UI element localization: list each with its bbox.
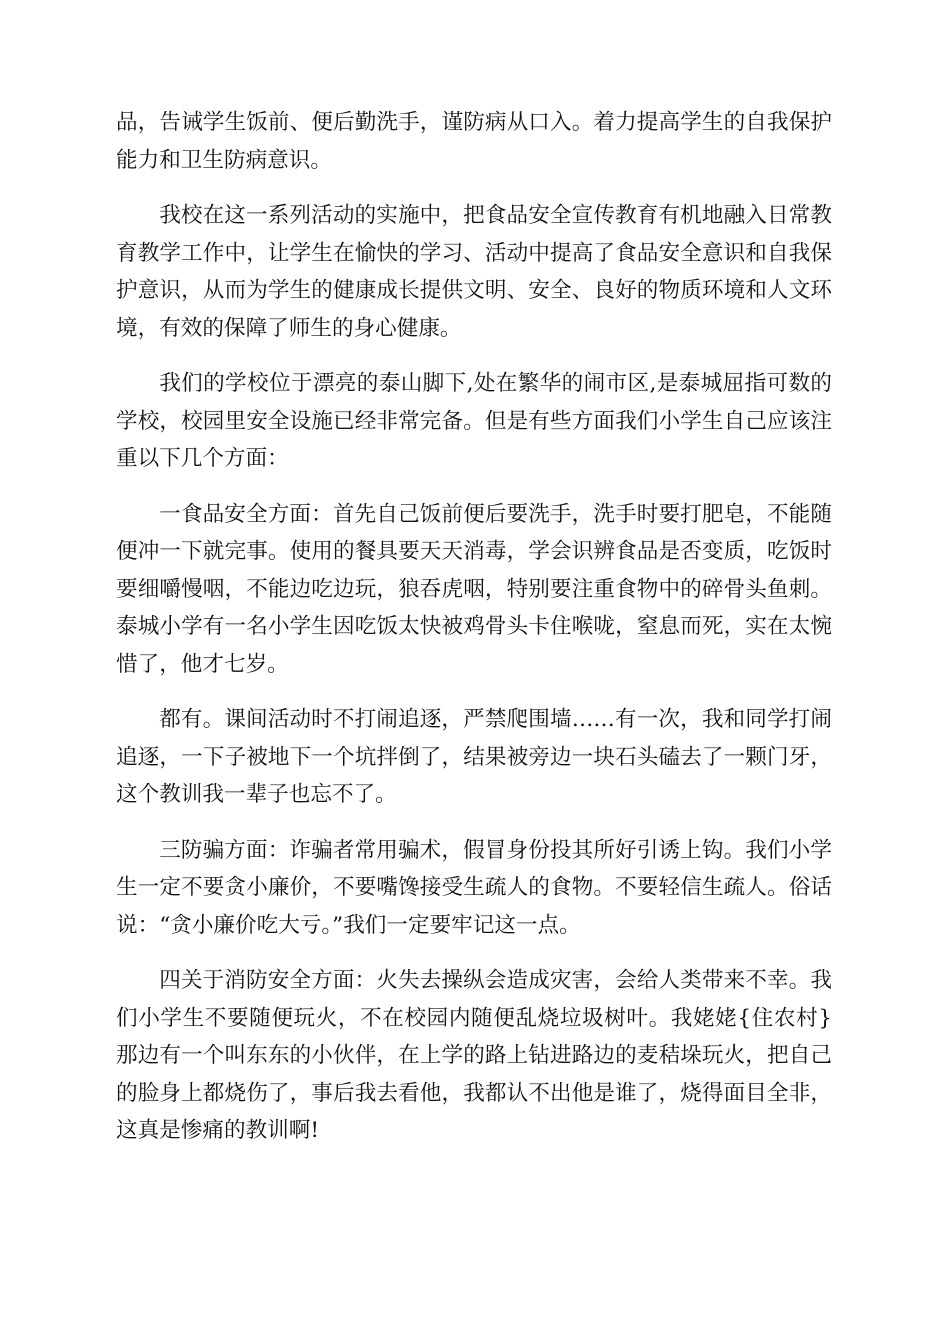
paragraph-5: 都有。课间活动时不打闹追逐，严禁爬围墙……有一次，我和同学打闹追逐，一下子被地下一个坑拌倒了，结果被旁边一块石头磕去了一颗门牙，这个教训我一辈子也忘不了。 — [116, 707, 832, 807]
paragraph-4: 一食品安全方面：首先自己饭前便后要洗手，洗手时要打肥皂，不能随便冲一下就完事。使用的餐具要天天消毒，学会识辨食品是否变质，吃饭时要细嚼慢咽，不能边吃边玩，狼吞虎咽，特别要注重食物中的碎骨头鱼刺。泰城小学有一名小学生因吃饭太快被鸡骨头卡住喉咙，窒息而死，实在太惋惜了，他才七岁。 — [116, 501, 832, 677]
paragraph-1: 品，告诫学生饭前、便后勤洗手，谨防病从口入。着力提高学生的自我保护能力和卫生防病意识。 — [116, 110, 832, 173]
paragraph-3: 我们的学校位于漂亮的泰山脚下,处在繁华的闹市区,是泰城屈指可数的学校，校园里安全设施已经非常完备。但是有些方面我们小学生自己应该注重以下几个方面： — [116, 371, 832, 471]
document-body — [116, 104, 832, 1150]
paragraph-7: 四关于消防安全方面：火失去操纵会造成灾害，会给人类带来不幸。我们小学生不要随便玩火，不在校园内随便乱烧垃圾树叶。我姥姥{住农村}那边有一个叫东东的小伙伴，在上学的路上钻进路边的麦秸垛玩火，把自己的脸身上都烧伤了，事后我去看他，我都认不出他是谁了，烧得面目全非，这真是惨痛的教训啊! — [116, 968, 832, 1143]
paragraph-2: 我校在这一系列活动的实施中，把食品安全宣传教育有机地融入日常教育教学工作中，让学生在愉快的学习、活动中提高了食品安全意识和自我保护意识，从而为学生的健康成长提供文明、安全、良好的物质环境和人文环境，有效的保障了师生的身心健康。 — [116, 203, 832, 341]
paragraph-6: 三防骗方面：诈骗者常用骗术，假冒身份投其所好引诱上钩。我们小学生一定不要贪小廉价，不要嘴馋接受生疏人的食物。不要轻信生疏人。俗话说：“贪小廉价吃大亏。”我们一定要牢记这一点。 — [116, 837, 832, 938]
